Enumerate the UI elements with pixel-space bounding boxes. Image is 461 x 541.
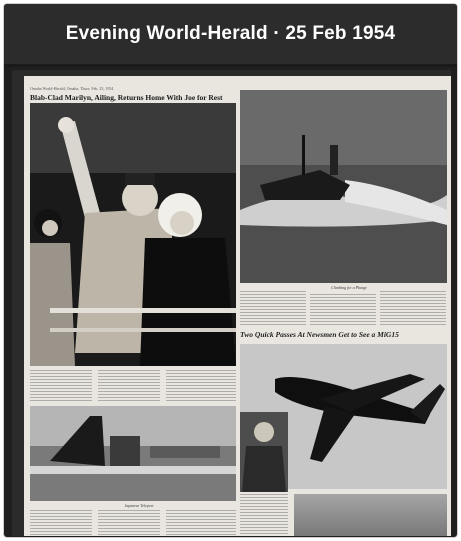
ship-story-text-right: [380, 291, 446, 327]
page-viewer[interactable]: [12, 70, 451, 536]
photo-ship-art: [240, 90, 447, 283]
photo-ship-plunge: [240, 90, 447, 283]
main-story-text-3: [166, 370, 236, 402]
jet-headline: Two Quick Passes At Newsmen Get to See a MiG15: [240, 330, 399, 339]
photo-bottom-right: [294, 494, 447, 536]
seaplane-story-text-1: [30, 510, 92, 536]
ship-caption: Climbing for a Plunge: [331, 285, 367, 290]
page-header: Omaha World-Herald, Omaha, Thurs. Feb. 25, 1954: [30, 86, 114, 91]
seaplane-story-text-2: [98, 510, 160, 536]
jet-story-text: [240, 494, 288, 536]
seaplane-caption: Japanese Teleport: [124, 503, 154, 508]
ship-story-text-left: [240, 291, 306, 327]
seaplane-story-text-3: [166, 510, 236, 536]
main-story-text-1: [30, 370, 92, 402]
photo-celebrity-couple-art: [30, 103, 236, 366]
photo-celebrity-couple: [30, 103, 236, 366]
newspaper-title[interactable]: Evening World-Herald · 25 Feb 1954: [65, 23, 396, 44]
photo-seaplane: [30, 406, 236, 501]
main-story-text-2: [98, 370, 160, 402]
newspaper-card: [3, 3, 458, 538]
photo-pilot-art: [240, 412, 288, 492]
photo-pilot: [240, 412, 288, 492]
ship-story-text-mid: [310, 294, 376, 327]
headline-left: Blab-Clad Marilyn, Ailing, Returns Home With Joe for Rest: [30, 93, 223, 102]
photo-seaplane-art: [30, 406, 236, 501]
newspaper-page-image[interactable]: [24, 76, 451, 536]
title-bar: [4, 4, 457, 67]
